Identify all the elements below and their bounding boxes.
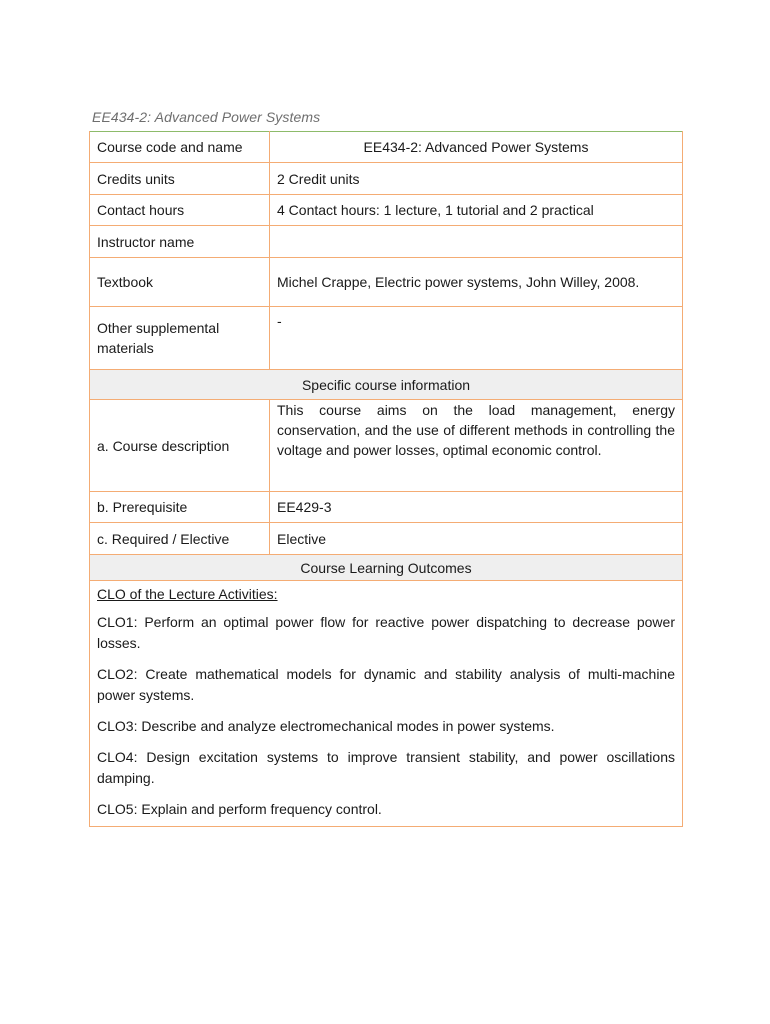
clo-item-2: CLO2: Create mathematical models for dynamic and stability analysis of multi-machine power systems. [97,666,675,703]
clo-item-4: CLO4: Design excitation systems to improve transient stability, and power oscillations damping. [97,749,675,786]
row-contact-hours [90,195,683,226]
row-prerequisite [90,492,683,523]
supplemental-label: Other supplemental materials [90,307,270,370]
clo-subheading: CLO of the Lecture Activities: [97,586,278,602]
clo-item-1: CLO1: Perform an optimal power flow for reactive power dispatching to decrease power losses. [97,614,675,651]
credits-value: 2 Credit units [270,163,683,195]
supplemental-value: - [270,307,683,370]
required-elective-label: c. Required / Elective [90,523,270,555]
row-instructor [90,226,683,258]
specific-info-heading: Specific course information [90,370,683,400]
contact-hours-value: 4 Contact hours: 1 lecture, 1 tutorial and 2 practical [270,195,683,226]
course-description-label: a. Course description [90,400,270,492]
row-outcomes-heading [90,555,683,581]
prerequisite-label: b. Prerequisite [90,492,270,523]
course-info-table [89,131,683,827]
row-course-code [90,132,683,163]
table-caption: EE434-2: Advanced Power Systems [92,109,321,125]
row-course-description [90,400,683,492]
clo-item-3: CLO3: Describe and analyze electromechanical modes in power systems. [97,718,555,734]
instructor-label: Instructor name [90,226,270,258]
course-description-value: This course aims on the load management, energy conservation, and the use of different methods in controlling the voltage and power losses, optimal economic control. [270,400,683,492]
row-credits [90,163,683,195]
contact-hours-label: Contact hours [90,195,270,226]
outcomes-heading: Course Learning Outcomes [90,555,683,581]
row-textbook [90,258,683,307]
course-code-value: EE434-2: Advanced Power Systems [270,132,683,163]
outcomes-cell [90,581,683,827]
required-elective-value: Elective [270,523,683,555]
clo-item-5: CLO5: Explain and perform frequency control. [97,801,382,817]
textbook-label: Textbook [90,258,270,307]
prerequisite-value: EE429-3 [270,492,683,523]
row-specific-info-heading [90,370,683,400]
instructor-value [270,226,683,258]
course-code-label: Course code and name [90,132,270,163]
row-supplemental [90,307,683,370]
row-required-elective [90,523,683,555]
textbook-value: Michel Crappe, Electric power systems, John Willey, 2008. [270,258,683,307]
credits-label: Credits units [90,163,270,195]
row-outcomes [90,581,683,827]
